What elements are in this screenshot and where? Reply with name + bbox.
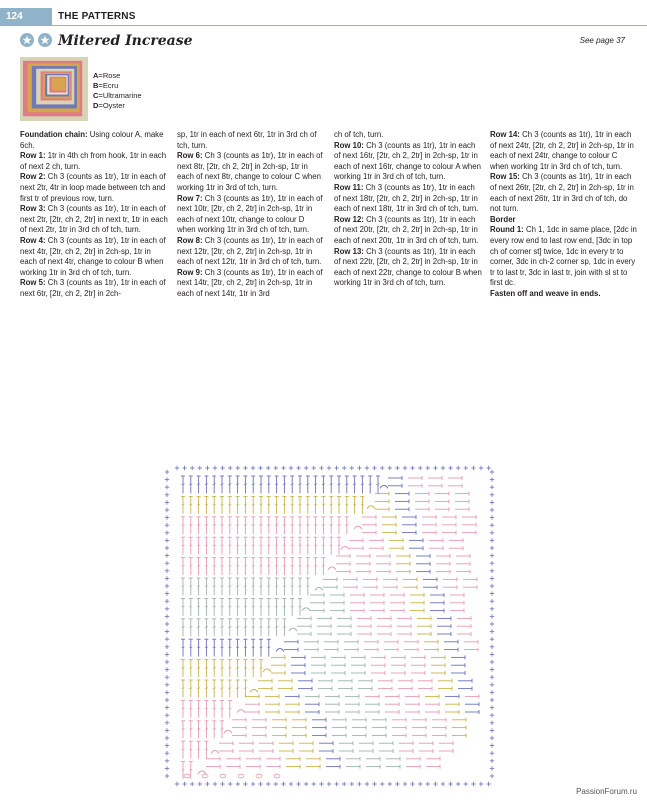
stitch-symbol (260, 606, 263, 607)
stitch-symbol (189, 729, 192, 730)
stitch-symbol (197, 647, 200, 648)
stitch-symbol (260, 565, 263, 566)
corner-chain-symbol (302, 608, 310, 611)
stitch-symbol (252, 504, 255, 505)
stitch-symbol (213, 525, 216, 526)
stitch-symbol (228, 688, 231, 689)
corner-chain-symbol (224, 730, 232, 733)
stitch-symbol (322, 484, 325, 485)
stitch-symbol (197, 525, 200, 526)
stitch-symbol (275, 484, 278, 485)
stitch-symbol (189, 769, 192, 770)
instruction-paragraph: Row 5: Ch 3 (counts as 1tr), 1tr in each of next 6tr, [2tr, ch 2, 2tr] in 2ch- (20, 278, 166, 298)
stitch-symbol (361, 504, 364, 505)
stitch-symbol (267, 647, 270, 648)
stitch-symbol (189, 688, 192, 689)
stitch-symbol (197, 504, 200, 505)
stitch-symbol (283, 504, 286, 505)
stitch-symbol (283, 586, 286, 587)
stitch-symbol (291, 504, 294, 505)
stitch-symbol (345, 484, 348, 485)
stitch-symbol (306, 586, 309, 587)
pattern-title: Mitered Increase (58, 33, 193, 49)
stitch-symbol (197, 729, 200, 730)
stitch-symbol (353, 504, 356, 505)
stitch-symbol (182, 525, 185, 526)
stitch-symbol (221, 729, 224, 730)
stitch-symbol (182, 545, 185, 546)
stitch-symbol (197, 565, 200, 566)
stitch-symbol (260, 545, 263, 546)
pattern-title-row (20, 32, 635, 50)
instruction-paragraph: Row 14: Ch 3 (counts as 1tr), 1tr in each of next 24tr, [2tr, ch 2, 2tr] in 2ch-sp, 1tr in each of next 24tr, change to colour C when working 1tr in 3rd ch of tch, turn. (490, 130, 634, 171)
chain-stitch-symbol (256, 774, 262, 778)
instruction-paragraph: Row 8: Ch 3 (counts as 1tr), 1tr in each of next 12tr, [2tr, ch 2, 2tr] in 2ch-sp, 1tr in each of next 12tr, 1tr in 3rd ch of tch, turn. (177, 235, 323, 267)
instruction-paragraph: Row 2: Ch 3 (counts as 1tr), 1tr in each of next 2tr, 4tr in loop made between tch and first tr of previous row, turn. (20, 172, 166, 203)
stitch-symbol (197, 688, 200, 689)
stitch-symbol (213, 545, 216, 546)
stitch-symbol (275, 504, 278, 505)
stitch-symbol (267, 586, 270, 587)
stitch-symbol (260, 525, 263, 526)
stitch-symbol (275, 525, 278, 526)
stitch-symbol (228, 565, 231, 566)
stitch-symbol (252, 606, 255, 607)
stitch-symbol (228, 667, 231, 668)
stitch-symbol (228, 606, 231, 607)
instruction-paragraph: Row 15: Ch 3 (counts as 1tr), 1tr in each of next 26tr, [2tr, ch 2, 2tr] in 2ch-sp, 1tr in each of next 26tr, 1tr in 3rd ch of tch, do not turn. (490, 172, 634, 214)
instruction-paragraph: Row 4: Ch 3 (counts as 1tr), 1tr in each of next 4tr, [2tr, ch 2, 2tr] in 2ch-sp, 1tr in each of next 4tr, change to colour B when working 1tr in 3rd ch of tch, turn. (20, 235, 166, 277)
stitch-symbol (205, 647, 208, 648)
stitch-symbol (189, 667, 192, 668)
stitch-symbol (275, 586, 278, 587)
stitch-symbol (299, 545, 302, 546)
stitch-symbol (260, 504, 263, 505)
stitch-symbol (291, 545, 294, 546)
stitch-symbol (205, 708, 208, 709)
legend-item: C=Ultramarine (93, 91, 142, 100)
stitch-symbol (182, 749, 185, 750)
stitch-symbol (197, 749, 200, 750)
stitch-symbol (338, 545, 341, 546)
stitch-symbol (291, 484, 294, 485)
stitch-symbol (189, 586, 192, 587)
stitch-symbol (189, 504, 192, 505)
stitch-symbol (182, 769, 185, 770)
legend-item: D=Oyster (93, 101, 125, 110)
stitch-symbol (182, 729, 185, 730)
stitch-symbol (205, 504, 208, 505)
instruction-column (490, 130, 638, 300)
stitch-symbol (338, 484, 341, 485)
chain-stitch-symbol (220, 774, 226, 778)
stitch-symbol (213, 565, 216, 566)
swatch-photo (20, 57, 88, 121)
stitch-symbol (322, 504, 325, 505)
stitch-symbol (267, 484, 270, 485)
stitch-symbol (314, 504, 317, 505)
stitch-symbol (267, 627, 270, 628)
stitch-symbol (236, 545, 239, 546)
stitch-symbol (345, 525, 348, 526)
stitch-symbol (182, 627, 185, 628)
stitch-symbol (205, 606, 208, 607)
stitch-symbol (205, 729, 208, 730)
stitch-symbol (244, 627, 247, 628)
stitch-symbol (244, 545, 247, 546)
stitch-symbol (228, 586, 231, 587)
stitch-symbol (236, 667, 239, 668)
header-rule (52, 25, 647, 26)
stitch-symbol (330, 504, 333, 505)
stitch-symbol (213, 627, 216, 628)
stitch-symbol (221, 667, 224, 668)
stitch-symbol (244, 504, 247, 505)
chain-stitch-symbol (184, 774, 190, 778)
stitch-symbol (197, 606, 200, 607)
stitch-symbol (299, 586, 302, 587)
stitch-symbol (182, 565, 185, 566)
stitch-symbol (182, 688, 185, 689)
stitch-symbol (236, 504, 239, 505)
chain-stitch-symbol (238, 774, 244, 778)
stitch-symbol (260, 647, 263, 648)
stitch-symbol (189, 627, 192, 628)
stitch-symbol (260, 484, 263, 485)
stitch-symbol (330, 484, 333, 485)
stitch-symbol (182, 647, 185, 648)
stitch-symbol (314, 545, 317, 546)
stitch-symbol (213, 504, 216, 505)
stitch-symbol (252, 545, 255, 546)
corner-chain-symbol (276, 649, 284, 652)
stitch-symbol (299, 565, 302, 566)
stitch-symbol (291, 586, 294, 587)
instruction-paragraph: Fasten off and weave in ends. (490, 288, 601, 298)
corner-chain-symbol (237, 710, 245, 713)
instruction-paragraph: Row 13: Ch 3 (counts as 1tr), 1tr in each of next 22tr, [2tr, ch 2, 2tr] in 2ch-sp, 1tr in each of next 22tr, change to colour B when working 1tr in 3rd ch of tch, turn. (334, 246, 482, 288)
stitch-symbol (322, 565, 325, 566)
instruction-paragraph: Row 12: Ch 3 (counts as 1tr), 1tr in each of next 20tr, [2tr, ch 2, 2tr] in 2ch-sp, 1tr in each of next 20tr, 1tr in 3rd ch of tch, turn. (334, 214, 479, 245)
stitch-symbol (353, 484, 356, 485)
stitch-symbol (244, 667, 247, 668)
corner-chain-symbol (250, 689, 258, 692)
corner-chain-symbol (263, 669, 271, 672)
stitch-symbol (299, 606, 302, 607)
stitch-symbol (221, 525, 224, 526)
stitch-symbol (322, 545, 325, 546)
stitch-symbol (252, 586, 255, 587)
stitch-symbol (369, 484, 372, 485)
page-header (0, 8, 647, 26)
legend-item: B=Ecru (93, 81, 119, 90)
stitch-symbol (314, 484, 317, 485)
color-legend (93, 71, 142, 111)
stitch-symbol (306, 525, 309, 526)
instruction-paragraph: Foundation chain: Using colour A, make 6ch. (20, 130, 164, 150)
instruction-paragraph: Row 7: Ch 3 (counts as 1tr), 1tr in each of next 10tr, [2tr, ch 2, 2tr] in 2ch-sp, 1tr in each of next 10tr, change to colour D when working 1tr in 3rd ch of tch, turn. (177, 193, 323, 235)
stitch-symbol (314, 525, 317, 526)
stitch-symbol (291, 525, 294, 526)
stitch-symbol (189, 565, 192, 566)
stitch-symbol (221, 606, 224, 607)
watermark: PassionForum.ru (576, 787, 637, 796)
instruction-paragraph: Row 6: Ch 3 (counts as 1tr), 1tr in each of next 8tr, [2tr, ch 2, 2tr] in 2ch-sp, 1tr in each of next 8tr, change to colour C when working 1tr in 3rd of tch, turn. (177, 151, 323, 192)
corner-chain-symbol (380, 485, 388, 488)
stitch-symbol (283, 484, 286, 485)
stitch-symbol (197, 484, 200, 485)
stitch-symbol (236, 688, 239, 689)
stitch-symbol (244, 606, 247, 607)
stitch-symbol (252, 565, 255, 566)
stitch-symbol (283, 525, 286, 526)
stitch-symbol (275, 545, 278, 546)
instruction-paragraph: Row 9: Ch 3 (counts as 1tr), 1tr in each of next 14tr, [2tr, ch 2, 2tr] in 2ch-sp, 1tr in each of next 14tr, 1tr in 3rd (177, 267, 323, 298)
stitch-symbol (205, 749, 208, 750)
stitch-symbol (182, 504, 185, 505)
stitch-symbol (267, 606, 270, 607)
stitch-symbol (306, 545, 309, 546)
stitch-symbol (205, 484, 208, 485)
stitch-symbol (213, 586, 216, 587)
stitch-symbol (267, 504, 270, 505)
stitch-symbol (338, 504, 341, 505)
stitch-symbol (205, 688, 208, 689)
stitch-symbol (291, 565, 294, 566)
stitch-symbol (189, 525, 192, 526)
stitch-symbol (260, 627, 263, 628)
stitch-symbol (228, 545, 231, 546)
difficulty-star-icon (20, 33, 34, 47)
stitch-symbol (182, 667, 185, 668)
stitch-symbol (197, 545, 200, 546)
chain-stitch-symbol (202, 774, 208, 778)
stitch-symbol (221, 545, 224, 546)
stitch-symbol (283, 627, 286, 628)
stitch-symbol (275, 627, 278, 628)
stitch-symbol (189, 749, 192, 750)
stitch-symbol (205, 667, 208, 668)
stitch-symbol (213, 688, 216, 689)
corner-chain-symbol (315, 587, 323, 590)
stitch-symbol (189, 606, 192, 607)
stitch-symbol (252, 627, 255, 628)
stitch-symbol (213, 606, 216, 607)
stitch-symbol (260, 586, 263, 587)
stitch-symbol (299, 484, 302, 485)
stitch-symbol (252, 484, 255, 485)
stitch-symbol (338, 525, 341, 526)
page-number: 124 (0, 8, 52, 26)
stitch-symbol (299, 525, 302, 526)
stitch-symbol (205, 525, 208, 526)
stitch-symbol (330, 545, 333, 546)
stitch-symbol (213, 729, 216, 730)
stitch-symbol (244, 647, 247, 648)
stitch-symbol (213, 667, 216, 668)
section-title: THE PATTERNS (58, 11, 136, 22)
stitch-symbol (221, 504, 224, 505)
stitch-symbol (197, 586, 200, 587)
stitch-symbol (244, 688, 247, 689)
stitch-symbol (236, 606, 239, 607)
instruction-paragraph: Border (490, 214, 516, 224)
stitch-symbol (197, 708, 200, 709)
stitch-symbol (236, 647, 239, 648)
instruction-paragraph: Row 11: Ch 3 (counts as 1tr), 1tr in each of next 18tr, [2tr, ch 2, 2tr] in 2ch-sp, 1tr in each of next 18tr, 1tr in 3rd ch of tch, turn. (334, 182, 479, 214)
stitch-symbol (228, 484, 231, 485)
stitch-symbol (267, 545, 270, 546)
stitch-symbol (306, 504, 309, 505)
stitch-symbol (306, 484, 309, 485)
stitch-symbol (267, 525, 270, 526)
stitch-symbol (228, 504, 231, 505)
stitch-symbol (330, 525, 333, 526)
instruction-paragraph: ch of tch, turn. (334, 130, 384, 139)
stitch-symbol (283, 565, 286, 566)
stitch-symbol (275, 606, 278, 607)
stitch-symbol (228, 525, 231, 526)
stitch-symbol (189, 545, 192, 546)
stitch-symbol (252, 525, 255, 526)
stitch-symbol (252, 667, 255, 668)
instruction-column (334, 130, 482, 289)
difficulty-star-icon (38, 33, 52, 47)
stitch-symbol (213, 484, 216, 485)
instruction-paragraph: sp, 1tr in each of next 6tr, 1tr in 3rd ch of tch, turn. (177, 130, 317, 150)
stitch-symbol (189, 484, 192, 485)
stitch-symbol (205, 627, 208, 628)
stitch-symbol (205, 545, 208, 546)
legend-item: A=Rose (93, 71, 121, 80)
stitch-symbol (260, 667, 263, 668)
stitch-symbol (361, 484, 364, 485)
instruction-paragraph: Row 10: Ch 3 (counts as 1tr), 1tr in each of next 16tr, [2tr, ch 2, 2tr] in 2ch-sp, 1tr in each of next 16tr, change to colour A when working 1tr in 3rd ch of tch, turn. (334, 140, 481, 182)
stitch-symbol (213, 647, 216, 648)
stitch-symbol (322, 525, 325, 526)
corner-chain-symbol (367, 506, 375, 509)
stitch-symbol (236, 627, 239, 628)
corner-chain-symbol (328, 567, 336, 570)
stitch-symbol (205, 586, 208, 587)
stitch-symbol (189, 647, 192, 648)
stitch-symbol (189, 708, 192, 709)
corner-chain-symbol (289, 628, 297, 631)
stitch-symbol (244, 484, 247, 485)
instruction-column (177, 130, 325, 300)
stitch-symbol (291, 606, 294, 607)
stitch-symbol (228, 708, 231, 709)
instruction-paragraph: Row 3: Ch 3 (counts as 1tr), 1tr in each of next 2tr, [2tr, ch 2, 2tr] in next tr, 1tr in each of next 2tr, 1tr in 3rd ch of tch, turn. (20, 204, 168, 235)
corner-chain-symbol (341, 547, 349, 550)
stitch-symbol (213, 708, 216, 709)
stitch-symbol (197, 667, 200, 668)
stitch-symbol (221, 565, 224, 566)
stitch-symbol (236, 586, 239, 587)
stitch-symbol (221, 647, 224, 648)
instruction-column (20, 130, 168, 300)
stitch-symbol (244, 565, 247, 566)
stitch-symbol (236, 484, 239, 485)
stitch-symbol (345, 504, 348, 505)
stitch-symbol (377, 484, 380, 485)
stitch-symbol (221, 688, 224, 689)
instruction-paragraph: Round 1: Ch 1, 1dc in same place, [2dc in every row end to last row end, [3dc in top ch of corner st] twice, 1dc in every tr to corner, 3dc in ch-2 corner sp, 1dc in every tr to last tr, 3dc in last tr, join with sl st to first dc. (490, 225, 637, 288)
stitch-symbol (306, 565, 309, 566)
stitch-symbol (221, 627, 224, 628)
corner-chain-symbol (198, 771, 206, 774)
crochet-chart (155, 460, 500, 795)
stitch-symbol (182, 708, 185, 709)
stitch-symbol (228, 647, 231, 648)
stitch-symbol (275, 565, 278, 566)
stitch-symbol (314, 565, 317, 566)
stitch-symbol (299, 504, 302, 505)
stitch-symbol (221, 708, 224, 709)
stitch-symbol (182, 606, 185, 607)
stitch-symbol (236, 565, 239, 566)
stitch-symbol (244, 525, 247, 526)
instruction-paragraph: Row 1: 1tr in 4th ch from hook, 1tr in each of next 2 ch, turn. (20, 151, 167, 171)
stitch-symbol (244, 586, 247, 587)
stitch-symbol (252, 647, 255, 648)
stitch-symbol (228, 627, 231, 628)
corner-chain-symbol (211, 751, 219, 754)
stitch-symbol (182, 484, 185, 485)
stitch-symbol (221, 586, 224, 587)
stitch-symbol (221, 484, 224, 485)
stitch-symbol (283, 606, 286, 607)
stitch-symbol (182, 586, 185, 587)
stitch-symbol (267, 565, 270, 566)
chain-stitch-symbol (274, 774, 280, 778)
stitch-symbol (236, 525, 239, 526)
stitch-symbol (205, 565, 208, 566)
stitch-symbol (197, 627, 200, 628)
corner-chain-symbol (354, 526, 362, 529)
stitch-symbol (283, 545, 286, 546)
see-page-reference: See page 37 (579, 36, 625, 45)
